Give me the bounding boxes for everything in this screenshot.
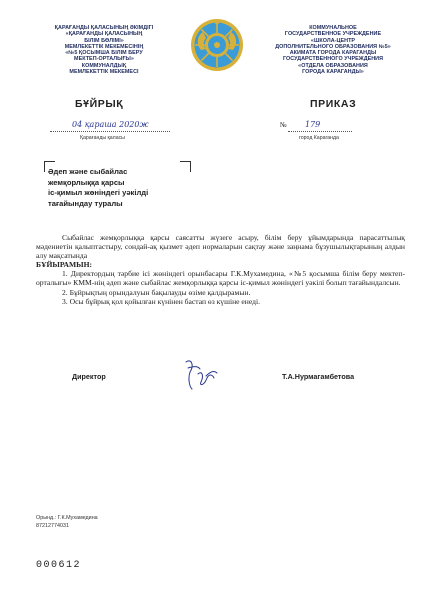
header-left-line: БІЛІМ БӨЛІМІ» — [84, 37, 124, 44]
doc-type-ru: ПРИКАЗ — [310, 98, 357, 110]
city-kz: Қарағанды қаласы — [80, 135, 125, 141]
header-left-line: ҚАРАҒАНДЫ ҚАЛАСЫНЫҢ ӘКІМДІГІ — [54, 25, 154, 31]
header-left-line: «ҚАРАҒАНДЫ ҚАЛАСЫНЫҢ — [65, 31, 143, 38]
city-ru: город Караганда — [299, 135, 339, 141]
serial-number: 000612 — [36, 560, 82, 571]
kazakhstan-state-emblem-icon — [190, 18, 244, 72]
header-left-line: МЕМЛЕКЕТТІК МЕКЕМЕСІ — [69, 69, 139, 76]
signature-title: Директор — [72, 372, 106, 381]
subject-line: тағайындау туралы — [48, 198, 123, 208]
header-right-line: АКИМАТА ГОРОДА КАРАГАНДЫ — [289, 50, 377, 57]
header-left — [24, 25, 184, 75]
header-right-line: ГОСУДАРСТВЕННОГО УЧРЕЖДЕНИЯ — [282, 56, 384, 63]
number-handwritten: 179 — [305, 120, 321, 129]
executor-phone: 87212774031 — [36, 523, 69, 529]
date-handwritten: 04 қараша 2020ж — [72, 120, 149, 129]
header-left-line: МЕКТЕП-ОРТАЛЫҒЫ» — [74, 56, 134, 63]
order-item: 2. Бұйрықтың орындалуын бақылауды өзіме қалдырамын. — [62, 287, 251, 297]
order-item: 1. Директордың тәрбие ісі жөніндегі орынбасары Г.К.Мухамедина, «№5 қосымша білім беру мектеп-орталығы» КММ-нің әдеп және сыбайлас жемқорлыққа қарсы іс-қимыл жөніндегі уәкілі болып тағайындалсын. — [36, 269, 405, 288]
body-intro: Сыбайлас жемқорлыққа қарсы саясатты жүзеге асыру, білім беру ұйымдарында парасаттылық мәдениетін қалыптастыру, сондай-ақ қызмет әдеп нормаларын сақтау және заңнама бұзушылықтарының алдын алу мақсатында — [36, 233, 405, 261]
order-item: 3. Осы бұйрық қол қойылған күнінен бастап өз күшіне енеді. — [62, 296, 260, 306]
header-right-line: ГОСУДАРСТВЕННОЕ УЧРЕЖДЕНИЕ — [284, 31, 382, 38]
subject-line: Әдеп және сыбайлас — [48, 167, 128, 176]
header-right-line: ДОПОЛНИТЕЛЬНОГО ОБРАЗОВАНИЯ №5» — [275, 43, 391, 50]
document-body — [36, 233, 405, 306]
document-subject — [48, 167, 198, 209]
header-right-line: ГОРОДА КАРАГАНДЫ» — [302, 69, 364, 76]
doc-type-kz: БҰЙРЫҚ — [75, 98, 124, 110]
handwritten-signature — [180, 356, 220, 392]
number-prefix: № — [280, 121, 287, 129]
header-right-line: «ШКОЛА-ЦЕНТР — [310, 37, 356, 44]
header-right-line: КОММУНАЛЬНОЕ — [309, 25, 357, 31]
subject-line: жемқорлыққа қарсы — [48, 177, 125, 187]
executor-line: Орынд.: Г.К.Мухамедина — [36, 515, 98, 521]
header-right — [252, 25, 414, 75]
header-right-line: «ОТДЕЛА ОБРАЗОВАНИЯ — [298, 62, 368, 69]
order-word: БҰЙЫРАМЫН: — [36, 260, 93, 270]
number-underline — [288, 131, 352, 132]
header-left-line: КОММУНАЛДЫҚ — [81, 62, 127, 69]
date-underline — [50, 131, 170, 132]
subject-line: іс-қимыл жөніндегі уәкілді — [48, 188, 149, 198]
header-left-line: «№5 ҚОСЫМША БІЛІМ БЕРУ — [65, 50, 143, 57]
signature-name: Т.А.Нурмагамбетова — [282, 372, 355, 381]
header-left-line: МЕМЛЕКЕТТІК МЕКЕМЕСІНІҢ — [64, 43, 144, 50]
